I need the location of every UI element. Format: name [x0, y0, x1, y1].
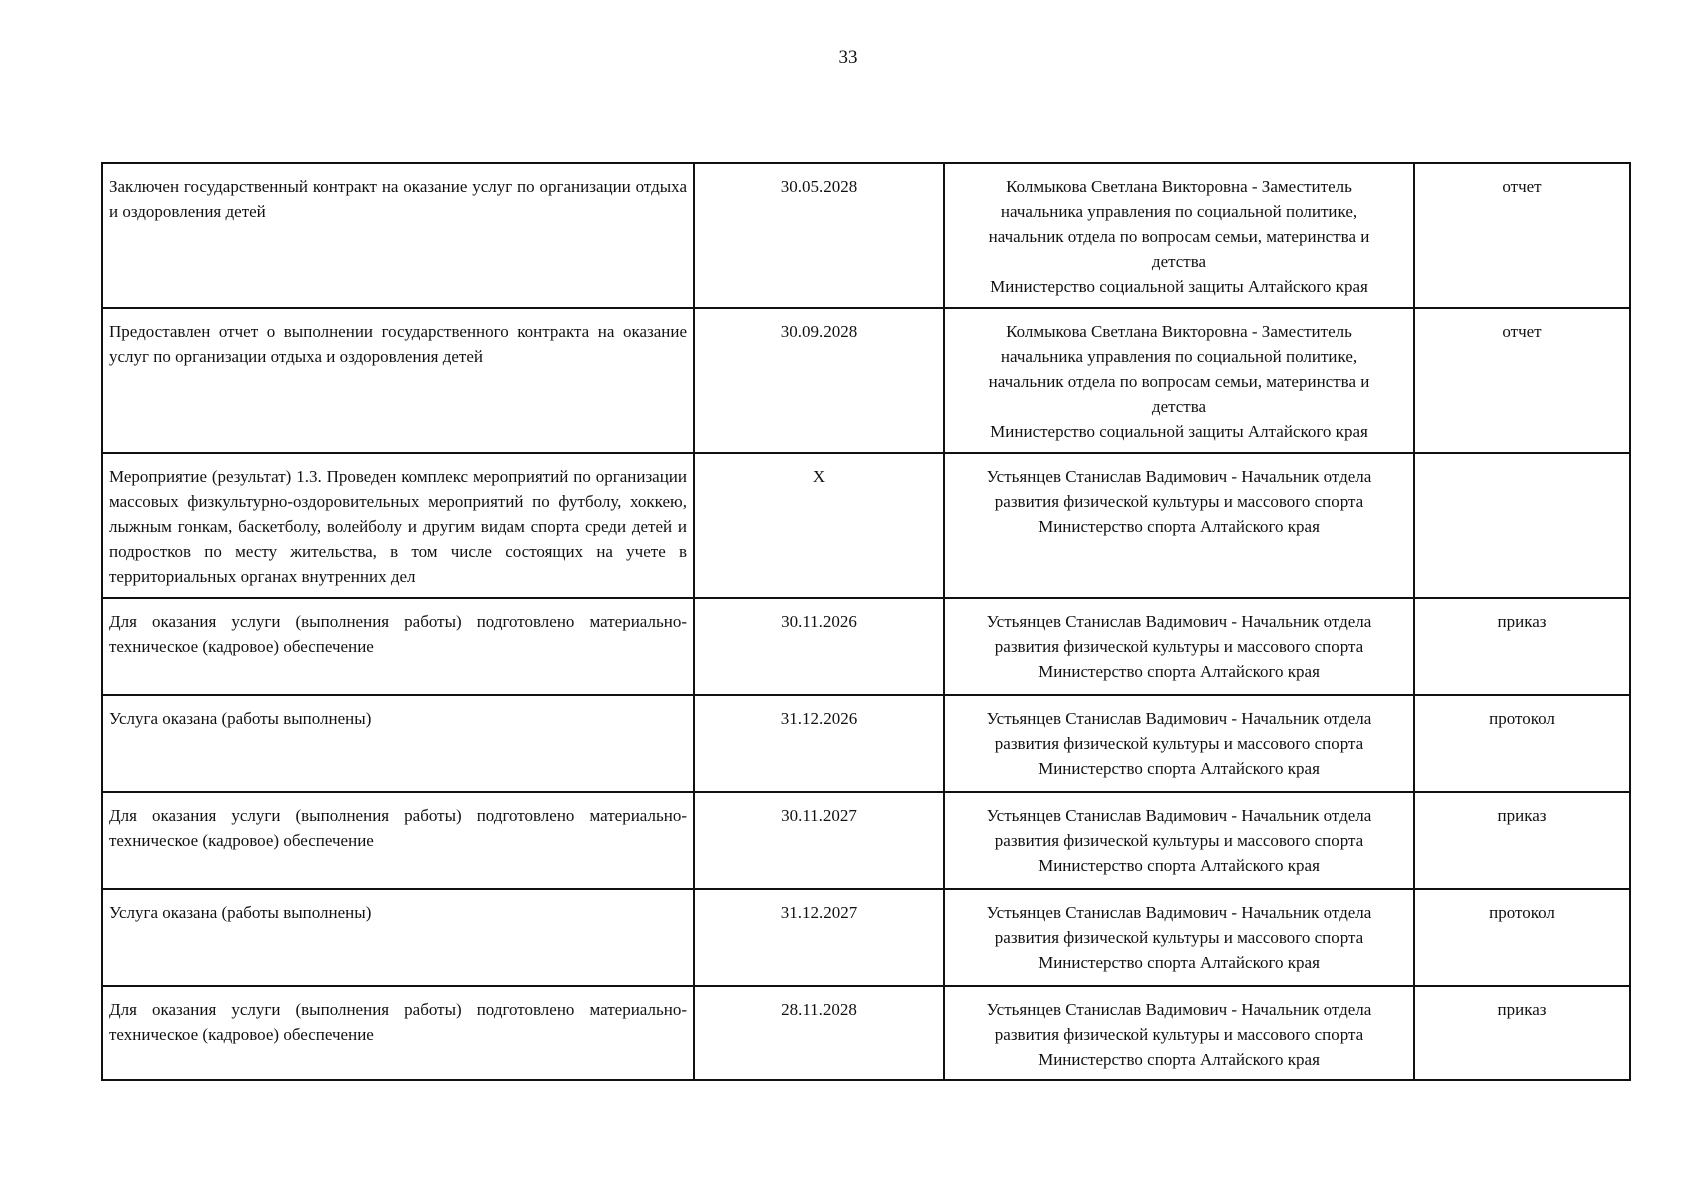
- row-date: Х: [694, 453, 944, 598]
- row-responsible: [944, 695, 1414, 792]
- responsible-line: Министерство социальной защиты Алтайского края: [990, 422, 1368, 441]
- responsible-line: начальника управления по социальной политике,: [1000, 202, 1358, 221]
- responsible-line: Министерство спорта Алтайского края: [1038, 1050, 1320, 1069]
- responsible-line: начальник отдела по вопросам семьи, материнства и: [988, 227, 1370, 246]
- responsible-line: развития физической культуры и массового спорта: [994, 831, 1364, 850]
- responsible-line: Министерство социальной защиты Алтайского края: [990, 277, 1368, 296]
- responsible-line: Устьянцев Станислав Вадимович - Начальник отдела: [986, 903, 1372, 922]
- row-date: 30.05.2028: [694, 163, 944, 308]
- responsible-line: Устьянцев Станислав Вадимович - Начальник отдела: [986, 709, 1372, 728]
- responsible-line: Устьянцев Станислав Вадимович - Начальник отдела: [986, 467, 1372, 486]
- responsible-line: развития физической культуры и массового спорта: [994, 928, 1364, 947]
- responsible-line: начальника управления по социальной политике,: [1000, 347, 1358, 366]
- responsible-line: Министерство спорта Алтайского края: [1038, 953, 1320, 972]
- row-document: отчет: [1414, 308, 1630, 453]
- responsible-line: развития физической культуры и массового спорта: [994, 492, 1364, 511]
- page-number: 33: [838, 47, 858, 68]
- row-responsible: [944, 792, 1414, 889]
- row-responsible: [944, 598, 1414, 695]
- table-row: [102, 695, 1630, 792]
- table-row: [102, 163, 1630, 308]
- row-document: отчет: [1414, 163, 1630, 308]
- responsible-line: Министерство спорта Алтайского края: [1038, 662, 1320, 681]
- responsible-line: развития физической культуры и массового спорта: [994, 1025, 1364, 1044]
- table-row: [102, 792, 1630, 889]
- row-description: Для оказания услуги (выполнения работы) подготовлено материально-техническое (кадровое) обеспечение: [102, 792, 694, 889]
- responsible-line: детства: [1151, 252, 1207, 271]
- responsible-line: Устьянцев Станислав Вадимович - Начальник отдела: [986, 1000, 1372, 1019]
- row-responsible: [944, 453, 1414, 598]
- row-description: Предоставлен отчет о выполнении государственного контракта на оказание услуг по организации отдыха и оздоровления детей: [102, 308, 694, 453]
- plan-table: [101, 162, 1631, 1081]
- row-document: приказ: [1414, 792, 1630, 889]
- row-date: 28.11.2028: [694, 986, 944, 1080]
- row-date: 31.12.2027: [694, 889, 944, 986]
- row-description: Услуга оказана (работы выполнены): [102, 889, 694, 986]
- table-row: [102, 308, 1630, 453]
- responsible-line: Устьянцев Станислав Вадимович - Начальник отдела: [986, 612, 1372, 631]
- row-description: Для оказания услуги (выполнения работы) подготовлено материально-техническое (кадровое) обеспечение: [102, 598, 694, 695]
- row-document: приказ: [1414, 598, 1630, 695]
- responsible-line: Министерство спорта Алтайского края: [1038, 517, 1320, 536]
- responsible-line: начальник отдела по вопросам семьи, материнства и: [988, 372, 1370, 391]
- row-date: 30.11.2026: [694, 598, 944, 695]
- row-date: 31.12.2026: [694, 695, 944, 792]
- responsible-line: Министерство спорта Алтайского края: [1038, 856, 1320, 875]
- row-responsible: [944, 889, 1414, 986]
- responsible-line: Колмыкова Светлана Викторовна - Заместитель: [1006, 322, 1352, 341]
- row-description: Мероприятие (результат) 1.3. Проведен комплекс мероприятий по организации массовых физкультурно-оздоровительных мероприятий по футболу, хоккею, лыжным гонкам, баскетболу, волейболу и другим видам спорта среди детей и подростков по месту жительства, в том числе состоящих на учете в территориальных органах внутренних дел: [102, 453, 694, 598]
- row-document: [1414, 453, 1630, 598]
- responsible-line: детства: [1151, 397, 1207, 416]
- responsible-line: развития физической культуры и массового спорта: [994, 637, 1364, 656]
- row-date: 30.11.2027: [694, 792, 944, 889]
- row-responsible: [944, 308, 1414, 453]
- row-description: Заключен государственный контракт на оказание услуг по организации отдыха и оздоровления детей: [102, 163, 694, 308]
- table-row: [102, 598, 1630, 695]
- table-row: [102, 889, 1630, 986]
- row-description: Для оказания услуги (выполнения работы) подготовлено материально-техническое (кадровое) обеспечение: [102, 986, 694, 1080]
- table-row: [102, 986, 1630, 1080]
- row-responsible: [944, 986, 1414, 1080]
- row-date: 30.09.2028: [694, 308, 944, 453]
- row-responsible: [944, 163, 1414, 308]
- responsible-line: Устьянцев Станислав Вадимович - Начальник отдела: [986, 806, 1372, 825]
- responsible-line: развития физической культуры и массового спорта: [994, 734, 1364, 753]
- table-row: [102, 453, 1630, 598]
- row-document: приказ: [1414, 986, 1630, 1080]
- row-description: Услуга оказана (работы выполнены): [102, 695, 694, 792]
- row-document: протокол: [1414, 889, 1630, 986]
- responsible-line: Колмыкова Светлана Викторовна - Заместитель: [1006, 177, 1352, 196]
- row-document: протокол: [1414, 695, 1630, 792]
- responsible-line: Министерство спорта Алтайского края: [1038, 759, 1320, 778]
